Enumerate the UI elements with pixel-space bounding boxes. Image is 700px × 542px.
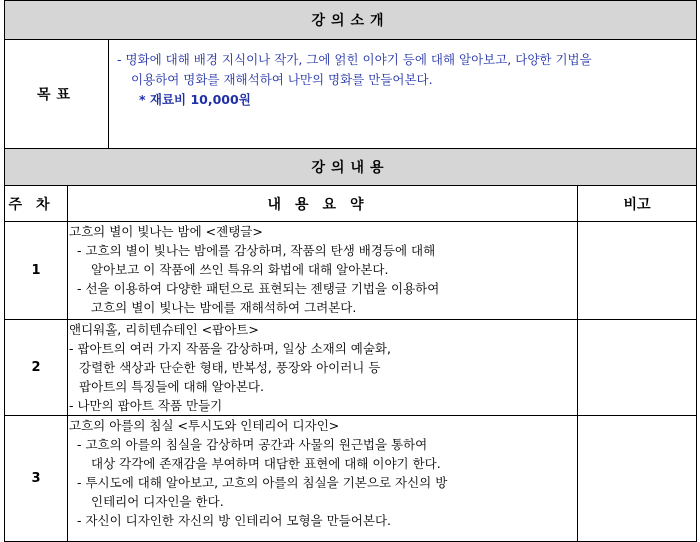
summary-cell [68, 222, 578, 320]
week-number: 1 [5, 222, 68, 320]
table-row [5, 222, 697, 320]
week-number: 2 [5, 320, 68, 416]
table-row [5, 416, 697, 542]
course-table [4, 0, 697, 542]
summary-line: 알아보고 이 작품에 쓰인 특유의 화법에 대해 알아본다. [91, 262, 389, 277]
course-document [4, 0, 696, 538]
summary-line: - 자신이 디자인한 자신의 방 인테리어 모형을 만들어본다. [77, 513, 392, 528]
summary-title: 앤디워홀, 리히텐슈테인 <팝아트> [69, 322, 259, 337]
goal-description [109, 40, 697, 149]
summary-line: 대상 각각에 존재감을 부여하며 대담한 표현에 대해 이야기 한다. [91, 456, 441, 471]
summary-line: - 투시도에 대해 알아보고, 고흐의 아를의 침실을 기본으로 자신의 방 [77, 475, 448, 490]
material-fee: * 재료비 10,000원 [139, 92, 251, 107]
goal-line-1: - 명화에 대해 배경 지식이나 작가, 그에 얽힌 이야기 등에 대해 알아보고, 다양한 기법을 [117, 52, 592, 67]
column-header-note: 비고 [578, 186, 697, 222]
intro-section-header: 강의소개 [5, 1, 697, 40]
summary-line: 강렬한 색상과 단순한 형태, 반복성, 풍장와 아이러니 등 [79, 360, 381, 375]
goal-line-2: 이용하여 명화를 재해석하여 나만의 명화를 만들어본다. [131, 72, 433, 87]
note-cell [578, 222, 697, 320]
summary-line: - 팝아트의 여러 가지 작품을 감상하며, 일상 소재의 예술화, [69, 341, 391, 356]
summary-line: - 고흐의 아를의 침실을 감상하며 공간과 사물의 원근법을 통하여 [77, 437, 428, 452]
note-cell [578, 320, 697, 416]
column-header-week: 주차 [5, 186, 68, 222]
summary-title: 고흐의 별이 빛나는 밤에 <젠탱글> [69, 224, 263, 239]
summary-line: 팝아트의 특징들에 대해 알아본다. [79, 379, 264, 394]
summary-line: - 고흐의 별이 빛나는 밤에를 감상하며, 작품의 탄생 배경등에 대해 [77, 243, 436, 258]
week-number: 3 [5, 416, 68, 542]
summary-line: 인테리어 디자인을 한다. [91, 494, 224, 509]
summary-cell [68, 320, 578, 416]
summary-cell [68, 416, 578, 542]
summary-title: 고흐의 아를의 침실 <투시도와 인테리어 디자인> [69, 418, 340, 433]
goal-label: 목표 [5, 40, 109, 149]
summary-line: 고흐의 별이 빛나는 밤에를 재해석하여 그려본다. [91, 300, 357, 315]
note-cell [578, 416, 697, 542]
column-header-summary: 내용요약 [68, 186, 578, 222]
table-row [5, 320, 697, 416]
summary-line: - 나만의 팝아트 작품 만들기 [69, 398, 223, 413]
summary-line: - 선을 이용하여 다양한 패턴으로 표현되는 젠탱글 기법을 이용하여 [77, 281, 440, 296]
content-section-header: 강의내용 [5, 149, 697, 186]
